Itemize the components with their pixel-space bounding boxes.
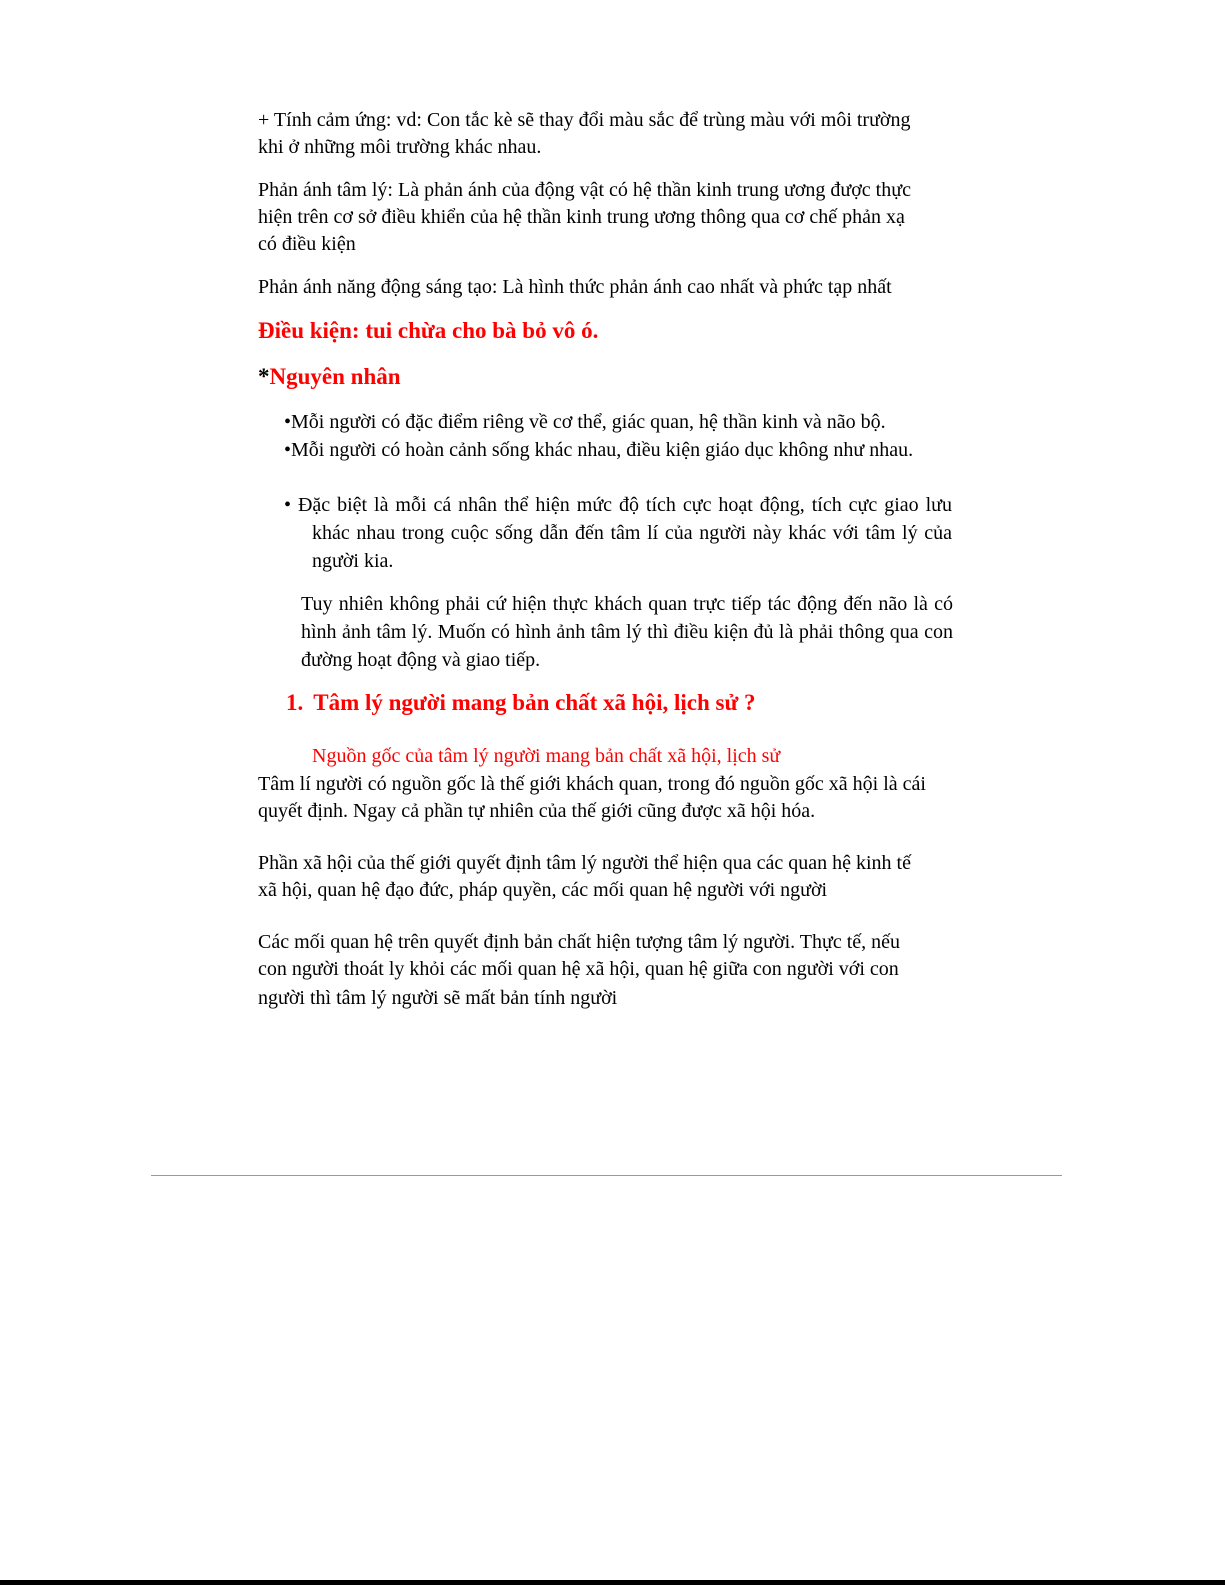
heading-dieu-kien: Điều kiện: tui chừa cho bà bỏ vô ó. xyxy=(258,318,599,343)
bullet-item: •Mỗi người có đặc điểm riêng về cơ thể, giác quan, hệ thần kinh và não bộ. xyxy=(284,411,886,433)
bottom-border xyxy=(0,1580,1225,1585)
bullet-item: • Đặc biệt là mỗi cá nhân thể hiện mức độ tích cực hoạt động, tích cực giao lưu khác nhau trong cuộc sống dẫn đến tâm lí của người này khác với tâm lý của người kia. xyxy=(284,494,952,572)
section-number: 1. xyxy=(286,690,304,715)
text-line: có điều kiện xyxy=(258,233,356,255)
heading-nguyen-nhan-text: Nguyên nhân xyxy=(269,364,401,389)
page-separator xyxy=(151,1175,1062,1176)
bullet-item: •Mỗi người có hoàn cảnh sống khác nhau, điều kiện giáo dục không như nhau. xyxy=(284,439,914,461)
text-line: người thì tâm lý người sẽ mất bản tính người xyxy=(258,987,618,1009)
text-line: Phần xã hội của thế giới quyết định tâm lý người thể hiện qua các quan hệ kinh tế xyxy=(258,852,911,874)
text-line: Phản ánh tâm lý: Là phản ánh của động vật có hệ thần kinh trung ương được thực xyxy=(258,179,911,201)
text-line: quyết định. Ngay cả phần tự nhiên của thế giới cũng được xã hội hóa. xyxy=(258,800,816,822)
subheading: Nguồn gốc của tâm lý người mang bản chất xã hội, lịch sử xyxy=(312,745,781,767)
section-heading xyxy=(286,690,756,716)
heading-nguyen-nhan xyxy=(258,364,401,390)
text-line: khi ở những môi trường khác nhau. xyxy=(258,136,542,158)
text-line: Phản ánh năng động sáng tạo: Là hình thức phản ánh cao nhất và phức tạp nhất xyxy=(258,276,892,298)
text-line: Các mối quan hệ trên quyết định bản chất hiện tượng tâm lý người. Thực tế, nếu xyxy=(258,931,901,953)
text-line: xã hội, quan hệ đạo đức, pháp quyền, các mối quan hệ người với người xyxy=(258,879,828,901)
section-title: Tâm lý người mang bản chất xã hội, lịch sử ? xyxy=(313,690,756,715)
paragraph-tuy-nhien: Tuy nhiên không phải cứ hiện thực khách quan trực tiếp tác động đến não là có hình ảnh tâm lý. Muốn có hình ảnh tâm lý thì điều kiện đủ là phải thông qua con đường hoạt động và giao tiếp. xyxy=(301,593,953,671)
text-line: + Tính cảm ứng: vd: Con tắc kè sẽ thay đổi màu sắc để trùng màu với môi trường xyxy=(258,109,911,131)
text-line: Tâm lí người có nguồn gốc là thế giới khách quan, trong đó nguồn gốc xã hội là cái xyxy=(258,773,926,795)
text-line: con người thoát ly khỏi các mối quan hệ xã hội, quan hệ giữa con người với con xyxy=(258,958,899,980)
heading-asterisk: * xyxy=(258,364,270,389)
text-line: hiện trên cơ sở điều khiển của hệ thần kinh trung ương thông qua cơ chế phản xạ xyxy=(258,206,905,228)
